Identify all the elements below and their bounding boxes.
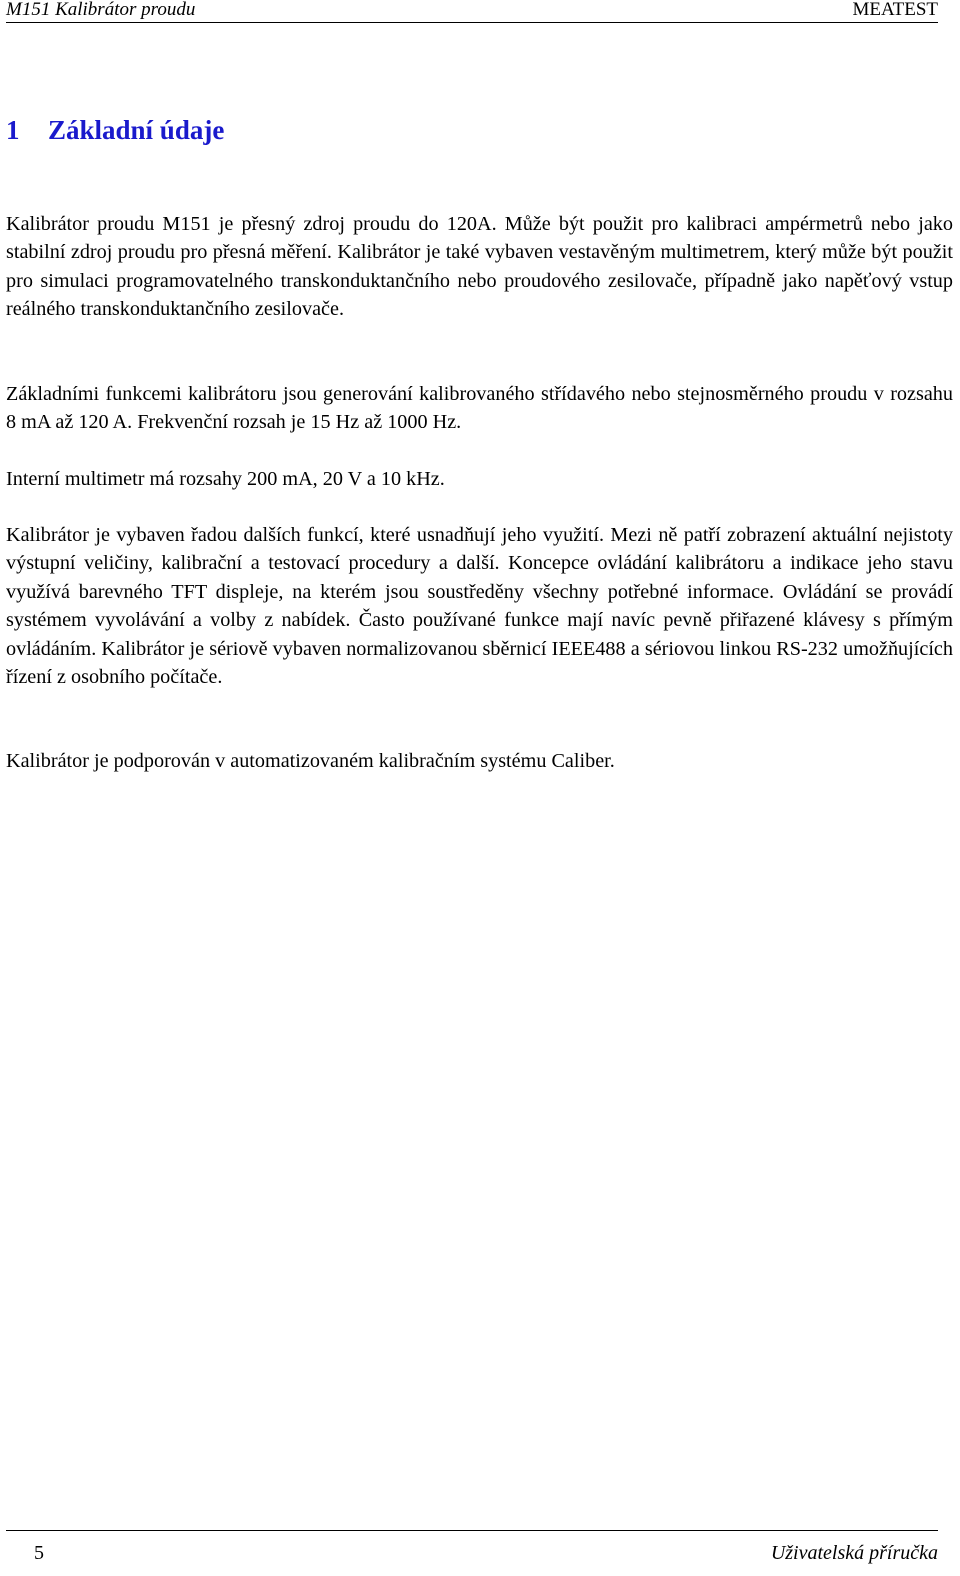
paragraph-functions	[6, 380, 953, 437]
page-footer	[6, 1530, 938, 1569]
paragraph: Základními funkcemi kalibrátoru jsou generování kalibrovaného střídavého nebo stejnosměrného proudu v rozsahu 8 mA až 120 A. Frekvenční rozsah je 15 Hz až 1000 Hz.	[6, 383, 953, 434]
page-number: 5	[34, 1542, 44, 1564]
section-number: 1	[6, 115, 20, 145]
section-title: Základní údaje	[48, 115, 225, 145]
footer-document-title: Uživatelská příručka	[770, 1542, 938, 1564]
paragraph: Kalibrátor je podporován v automatizovaném kalibračním systému Caliber.	[6, 750, 615, 772]
page-header	[6, 0, 938, 23]
paragraph-intro	[6, 210, 953, 324]
paragraph-multimeter	[6, 465, 953, 493]
paragraph: Kalibrátor je vybaven řadou dalších funkcí, které usnadňují jeho využití. Mezi ně patří zobrazení aktuální nejistoty výstupní veličiny, kalibrační a testovací procedury a další. Koncepce ovládání kalibrátoru a indikace jeho stavu využívá barevného TFT displeje, na kterém jsou soustředěny všechny potřebné informace. Ovládání se provádí systémem vyvolávání a volby z nabídek. Často používané funkce mají navíc pevně přiřazené klávesy s přímým ovládáním. Kalibrátor je sériově vybaven normalizovanou sběrnicí IEEE488 a sériovou linkou RS-232 umožňujících řízení z osobního počítače.	[6, 524, 953, 689]
section-heading	[6, 112, 224, 148]
paragraph: Interní multimetr má rozsahy 200 mA, 20 V a 10 kHz.	[6, 468, 445, 490]
paragraph-features	[6, 521, 953, 691]
paragraph: Kalibrátor proudu M151 je přesný zdroj proudu do 120A. Může být použit pro kalibraci ampérmetrů nebo jako stabilní zdroj proudu pro přesná měření. Kalibrátor je také vybaven vestavěným multimetrem, který může být použit pro simulaci programovatelného transkonduktančního nebo proudového zesilovače, případně jako napěťový vstup reálného transkonduktančního zesilovače.	[6, 213, 953, 321]
header-document-title: M151 Kalibrátor proudu	[6, 0, 196, 20]
paragraph-caliber	[6, 747, 953, 775]
header-company: MEATEST	[852, 0, 938, 20]
